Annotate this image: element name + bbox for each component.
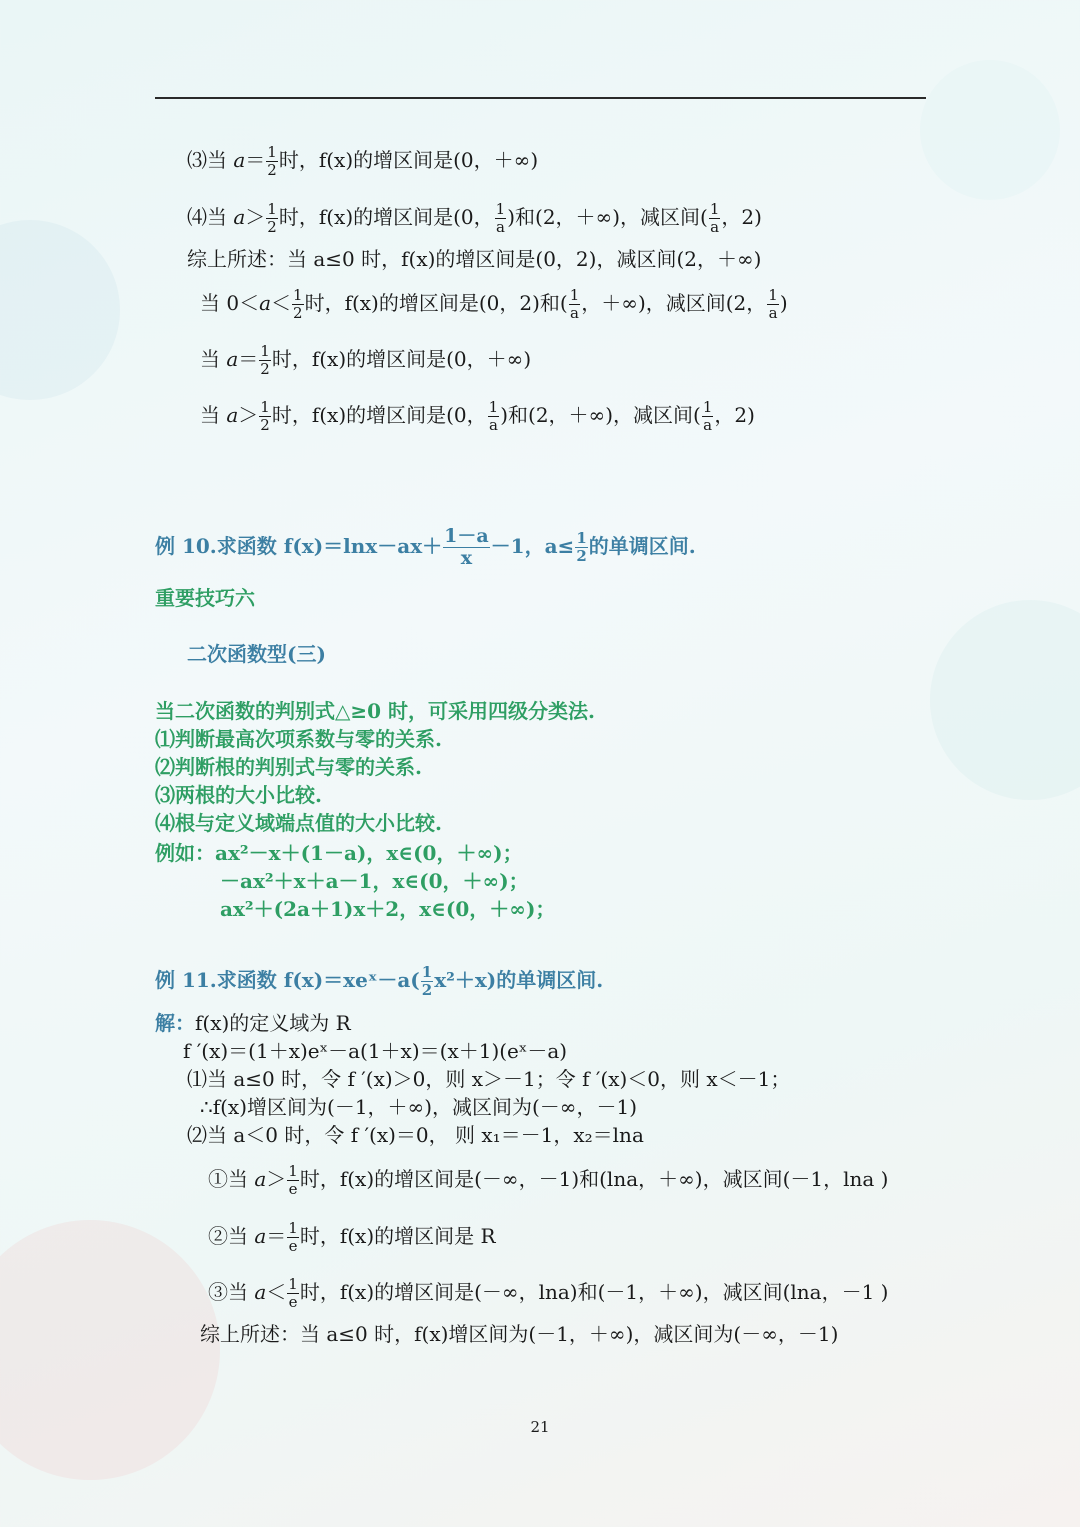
solution-line: 解：f(x)的定义域为 R: [155, 1011, 351, 1035]
subcase-3: ③当 a＜ $\frac{1}{e}$ 时，f(x)的增区间是(－∞，lna)和(－1，＋∞)，减区间(lna，－1 ): [208, 1275, 889, 1311]
background-bubble: [0, 220, 120, 400]
fraction: $\frac{1}{a}$: [702, 398, 713, 434]
case-4-line: ⑷当 a＞ $\frac{1}{2}$ 时，f(x)的增区间是(0， $\frac{1}{a}$ )和(2，＋∞)，减区间( $\frac{1}{a}$ ，2): [187, 200, 762, 236]
fraction: $\frac{1}{a}$: [495, 200, 506, 236]
example-10-heading: 例 10.求函数 f(x)＝lnx－ax＋ $\frac{1-a}{x}$ －1，a≤ $\frac{1}{2}$ 的单调区间.: [155, 525, 696, 569]
solution-case-2: ⑵当 a＜0 时，令 f ′(x)＝0， 则 x₁＝－1，x₂＝lna: [187, 1123, 644, 1147]
subcase-2: ②当 a＝ $\frac{1}{e}$ 时，f(x)的增区间是 R: [208, 1219, 496, 1255]
section-subheading: 二次函数型(三): [187, 642, 326, 666]
page-number: 21: [530, 1418, 550, 1436]
fraction: $\frac{1}{a}$: [709, 200, 720, 236]
case-3-line: ⑶当 a＝ $\frac{1}{2}$ 时，f(x)的增区间是(0，＋∞): [187, 143, 539, 179]
fraction: $\frac{1}{2}$: [421, 963, 433, 999]
solution-label: 解：: [155, 1011, 195, 1035]
skill-heading: 重要技巧六: [155, 586, 255, 610]
header-rule: [155, 97, 926, 99]
example-expression: ax²＋(2a＋1)x＋2，x∈(0，＋∞)；: [220, 897, 556, 921]
fraction: $\frac{1}{e}$: [288, 1219, 298, 1255]
fraction: $\frac{1}{a}$: [768, 286, 778, 322]
summary-line: 综上所述：当 a≤0 时，f(x)的增区间是(0，2)，减区间(2，＋∞): [187, 247, 762, 271]
fraction: $\frac{1-a}{x}$: [444, 525, 489, 569]
background-bubble: [920, 60, 1060, 200]
example-expression: 例如：ax²－x＋(1－a)，x∈(0，＋∞)；: [155, 841, 523, 865]
fraction: $\frac{1}{2}$: [576, 529, 587, 565]
rule-item: ⑵判断根的判别式与零的关系.: [155, 755, 422, 779]
solution-conclusion-1: ∴f(x)增区间为(－1，＋∞)，减区间为(－∞，－1): [200, 1095, 637, 1119]
fraction: $\frac{1}{e}$: [288, 1275, 298, 1311]
fraction: $\frac{1}{a}$: [569, 286, 580, 322]
fraction: $\frac{1}{2}$: [267, 200, 277, 236]
fraction: $\frac{1}{2}$: [260, 398, 270, 434]
subcase-1: ①当 a＞ $\frac{1}{e}$ 时，f(x)的增区间是(－∞，－1)和(lna，＋∞)，减区间(－1，lna ): [208, 1162, 889, 1198]
final-summary: 综上所述：当 a≤0 时，f(x)增区间为(－1，＋∞)，减区间为(－∞，－1): [200, 1322, 839, 1346]
rule-item: ⑷根与定义域端点值的大小比较.: [155, 811, 442, 835]
rule-intro: 当二次函数的判别式△≥0 时，可采用四级分类法.: [155, 699, 595, 723]
fraction: $\frac{1}{e}$: [288, 1162, 298, 1198]
summary-case-2: 当 0＜a＜ $\frac{1}{2}$ 时，f(x)的增区间是(0，2)和( $\frac{1}{a}$ ，＋∞)，减区间(2， $\frac{1}{a}$ ): [200, 286, 788, 322]
fraction: $\frac{1}{2}$: [267, 143, 277, 179]
derivative-line: f ′(x)＝(1＋x)eˣ－a(1＋x)＝(x＋1)(eˣ－a): [183, 1039, 568, 1063]
background-bubble: [930, 600, 1080, 800]
example-expression: －ax²＋x＋a－1，x∈(0，＋∞)；: [220, 869, 529, 893]
summary-case-4: 当 a＞ $\frac{1}{2}$ 时，f(x)的增区间是(0， $\frac{1}{a}$ )和(2，＋∞)，减区间( $\frac{1}{a}$ ，2): [200, 398, 755, 434]
example-11-heading: 例 11.求函数 f(x)＝xeˣ－a( $\frac{1}{2}$ x²＋x)的单调区间.: [155, 963, 604, 999]
summary-case-3: 当 a＝ $\frac{1}{2}$ 时，f(x)的增区间是(0，＋∞): [200, 342, 532, 378]
background-bubble: [0, 1220, 220, 1480]
rule-item: ⑴判断最高次项系数与零的关系.: [155, 727, 442, 751]
solution-case-1: ⑴当 a≤0 时，令 f ′(x)＞0，则 x＞－1；令 f ′(x)＜0，则 x＜－1；: [187, 1067, 791, 1091]
rule-item: ⑶两根的大小比较.: [155, 783, 322, 807]
fraction: $\frac{1}{2}$: [260, 342, 270, 378]
fraction: $\frac{1}{a}$: [488, 398, 499, 434]
fraction: $\frac{1}{2}$: [293, 286, 303, 322]
